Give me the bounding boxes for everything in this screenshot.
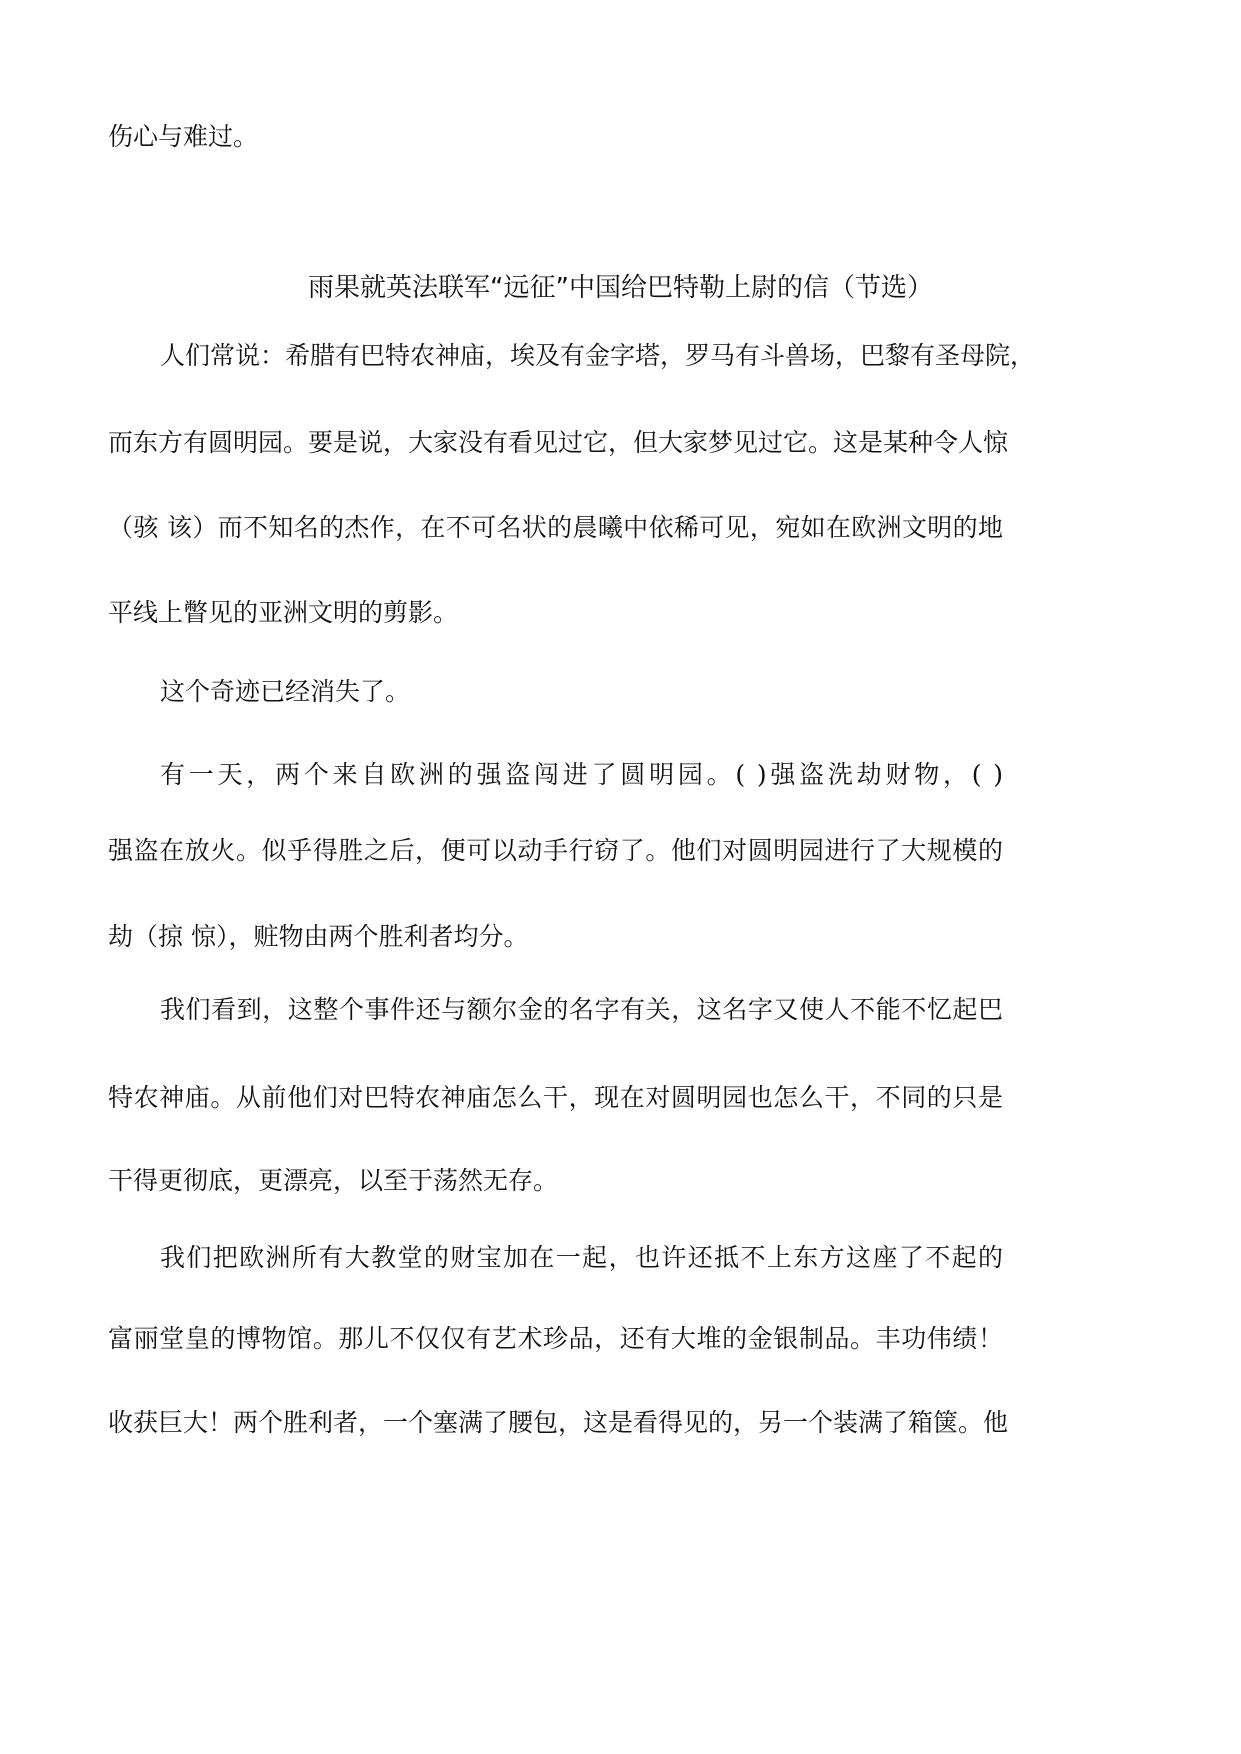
paragraph-line: 收获巨大！两个胜利者，一个塞满了腰包，这是看得见的，另一个装满了箱箧。他 bbox=[108, 1408, 1009, 1437]
paragraph-line: 强盗在放火。似乎得胜之后，便可以动手行窃了。他们对圆明园进行了大规模的 bbox=[108, 836, 1003, 865]
paragraph-line: 而东方有圆明园。要是说，大家没有看见过它，但大家梦见过它。这是某种令人惊 bbox=[108, 428, 1009, 457]
paragraph-line: 特农神庙。从前他们对巴特农神庙怎么干，现在对圆明园也怎么干，不同的只是 bbox=[108, 1083, 1003, 1112]
paragraph-line: 我们把欧洲所有大教堂的财宝加在一起，也许还抵不上东方这座了不起的 bbox=[160, 1243, 1003, 1272]
section-title: 雨果就英法联军“远征”中国给巴特勒上尉的信（节选） bbox=[308, 273, 933, 303]
paragraph-line: 平线上瞥见的亚洲文明的剪影。 bbox=[108, 598, 459, 627]
paragraph-line: （骇 该）而不知名的杰作，在不可名状的晨曦中依稀可见，宛如在欧洲文明的地 bbox=[108, 513, 1003, 542]
paragraph-line: 有一天，两个来自欧洲的强盗闯进了圆明园。( )强盗洗劫财物，( ) bbox=[160, 760, 1003, 789]
prev-paragraph-end: 伤心与难过。 bbox=[108, 122, 259, 151]
paragraph-line: 人们常说：希腊有巴特农神庙，埃及有金字塔，罗马有斗兽场，巴黎有圣母院， bbox=[160, 341, 1036, 370]
paragraph-line: 富丽堂皇的博物馆。那儿不仅仅有艺术珍品，还有大堆的金银制品。丰功伟绩！ bbox=[108, 1324, 1003, 1353]
paragraph-line: 劫（掠 惊），赃物由两个胜利者均分。 bbox=[108, 922, 529, 951]
paragraph-line: 这个奇迹已经消失了。 bbox=[160, 677, 411, 706]
paragraph-line: 干得更彻底，更漂亮，以至于荡然无存。 bbox=[108, 1166, 559, 1195]
paragraph-line: 我们看到，这整个事件还与额尔金的名字有关，这名字又使人不能不忆起巴 bbox=[160, 995, 1003, 1024]
